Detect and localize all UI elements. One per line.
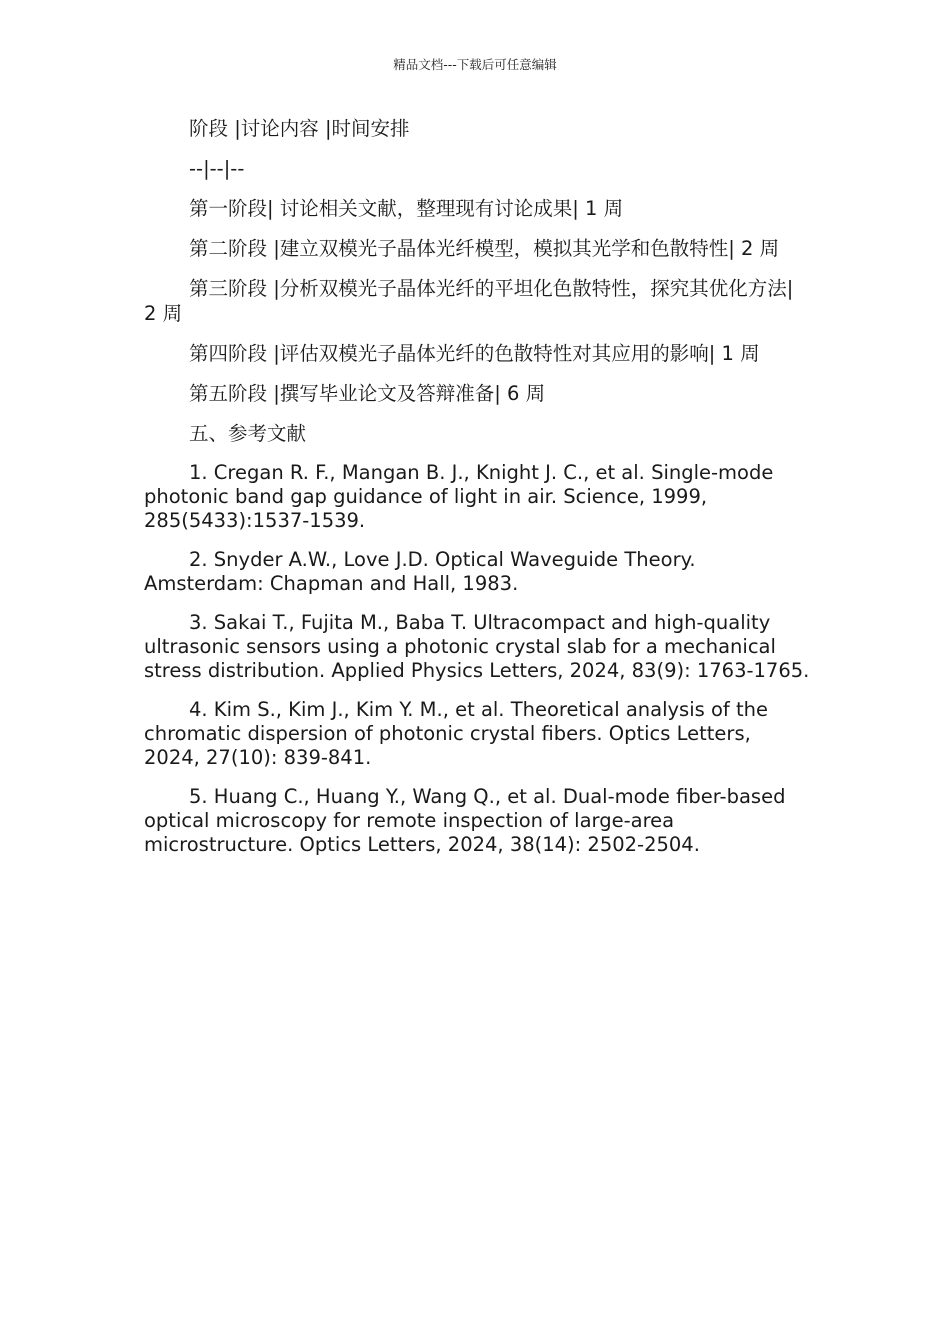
table-separator-row: --|--|-- [189,157,245,180]
table-row-stage-3: 第三阶段 |分析双模光子晶体光纤的平坦化色散特性，探究其优化方法| 2 周 [144,277,794,325]
reference-item-5: 5. Huang C., Huang Y., Wang Q., et al. Dual-mode fiber-based optical microscopy for remote inspection of large-area microstructure. Optics Letters, 2024, 38(14): 2502-2504. [144,785,786,856]
reference-item-3: 3. Sakai T., Fujita M., Baba T. Ultracompact and high-quality ultrasonic sensors using a photonic crystal slab for a mechanical stress distribution. Applied Physics Letters, 2024, 83(9): 1763-1765. [144,611,810,682]
table-row-stage-2: 第二阶段 |建立双模光子晶体光纤模型，模拟其光学和色散特性| 2 周 [189,237,780,260]
document-body [144,116,810,872]
references-heading: 五、参考文献 [189,422,307,445]
reference-item-1: 1. Cregan R. F., Mangan B. J., Knight J. C., et al. Single-mode photonic band gap guidance of light in air. Science, 1999, 285(5433):1537-1539. [144,461,774,532]
reference-item-4: 4. Kim S., Kim J., Kim Y. M., et al. Theoretical analysis of the chromatic dispersion of photonic crystal fibers. Optics Letters, 2024, 27(10): 839-841. [144,698,768,769]
table-row-stage-5: 第五阶段 |撰写毕业论文及答辩准备| 6 周 [189,382,546,405]
table-row-stage-4: 第四阶段 |评估双模光子晶体光纤的色散特性对其应用的影响| 1 周 [189,342,760,365]
table-row-stage-1: 第一阶段| 讨论相关文献，整理现有讨论成果| 1 周 [189,197,624,220]
page-header: 精品文档---下载后可任意编辑 [393,57,557,72]
reference-item-2: 2. Snyder A.W., Love J.D. Optical Waveguide Theory. Amsterdam: Chapman and Hall, 1983. [144,548,696,595]
table-header-row: 阶段 |讨论内容 |时间安排 [189,117,410,140]
